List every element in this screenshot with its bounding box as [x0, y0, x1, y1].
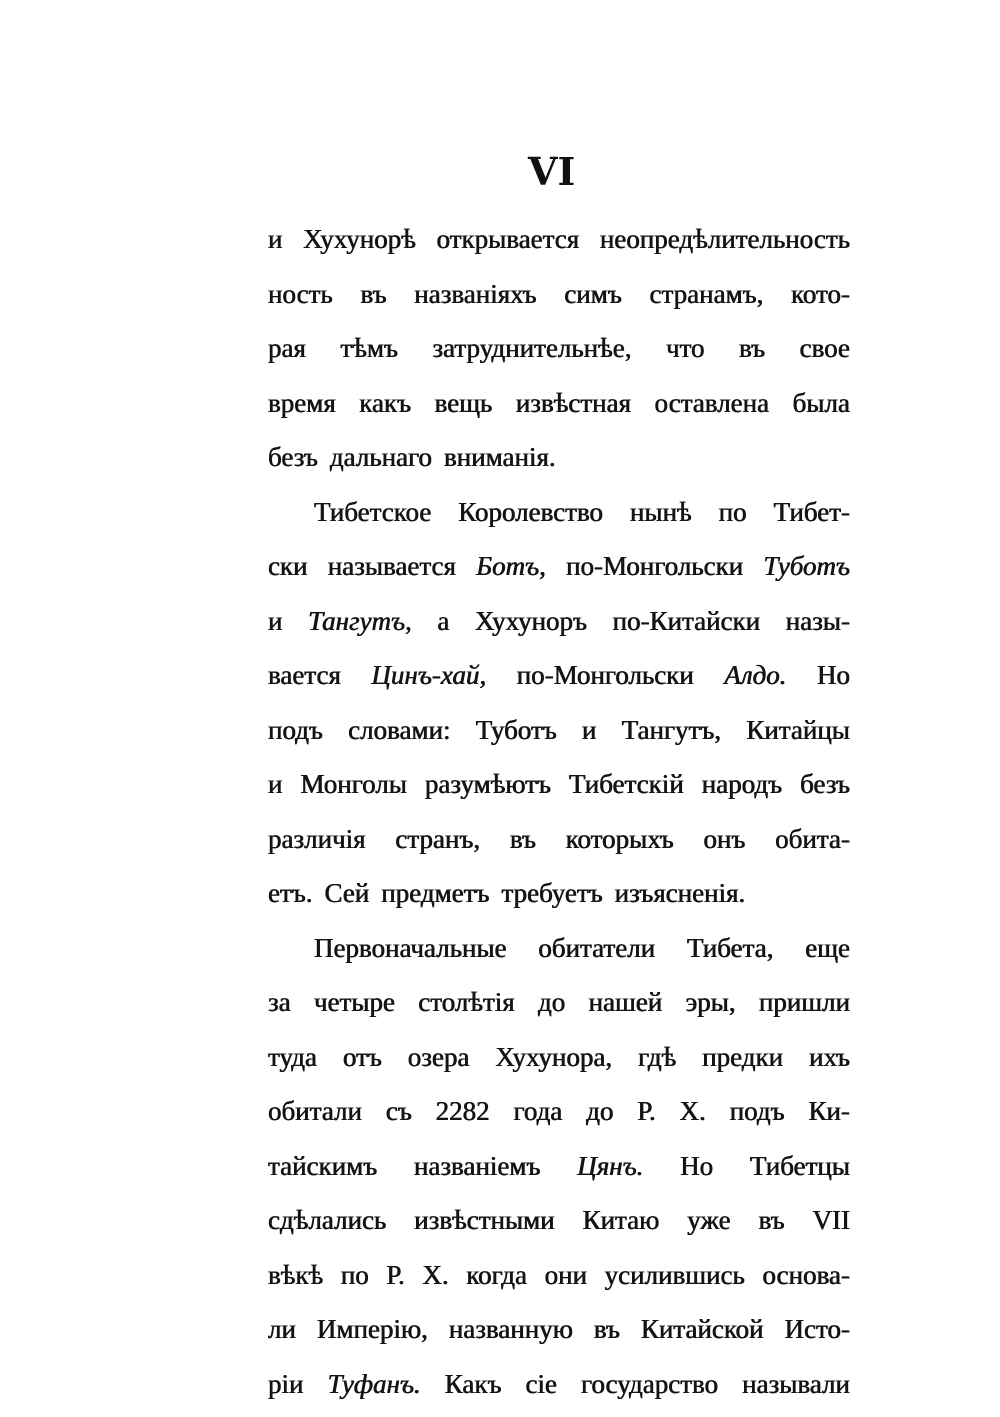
- word: рая: [268, 333, 306, 363]
- word: четыре: [313, 987, 395, 1017]
- text-line: [268, 1030, 850, 1085]
- page-number: VI: [528, 149, 576, 194]
- word: Китаю: [582, 1205, 660, 1235]
- text-line: [268, 1084, 850, 1139]
- word: Тибетцы: [749, 1150, 850, 1181]
- word: и: [268, 224, 283, 254]
- word: года: [513, 1096, 563, 1126]
- text-line: [268, 757, 850, 812]
- text-line: [268, 1357, 850, 1412]
- word: въ: [509, 823, 536, 854]
- word: онъ: [703, 823, 746, 854]
- word: затруднительнѣе,: [432, 333, 632, 363]
- word: Тибет-: [773, 496, 850, 527]
- word: ріи: [268, 1368, 304, 1399]
- word: Но: [816, 660, 850, 690]
- text-line: [268, 376, 850, 431]
- word: Тибетскій: [568, 769, 684, 799]
- word: свое: [799, 333, 850, 363]
- word: Х.: [679, 1096, 706, 1126]
- word: по: [718, 496, 747, 527]
- word: ность: [268, 278, 333, 309]
- word: вниманія.: [443, 442, 556, 472]
- word: кото-: [791, 278, 850, 309]
- word: сіе: [525, 1368, 557, 1399]
- word: обитали: [268, 1096, 362, 1126]
- word: по-Китайски: [612, 605, 761, 636]
- word: Китайской: [640, 1314, 764, 1344]
- text-line: [268, 648, 850, 703]
- text-line: [268, 539, 850, 594]
- word: эры,: [685, 987, 736, 1017]
- word: туда: [268, 1041, 317, 1072]
- word: названную: [448, 1314, 573, 1344]
- text-line: [268, 921, 850, 976]
- word: Ботъ,: [476, 551, 546, 581]
- word: Хухунорѣ: [303, 224, 416, 254]
- word: предметъ: [381, 878, 490, 908]
- word: а: [437, 605, 450, 636]
- text-line: [268, 212, 850, 267]
- word: Ки-: [808, 1096, 850, 1126]
- word: изъясненія.: [614, 878, 746, 908]
- word: озера: [407, 1041, 470, 1072]
- word: по-Монгольски: [516, 660, 694, 690]
- word: ихъ: [809, 1041, 850, 1072]
- word: дальнаго: [329, 442, 432, 472]
- word: странамъ,: [649, 278, 764, 309]
- word: по-Монгольски: [566, 551, 744, 581]
- word: они: [544, 1259, 588, 1290]
- word: народъ: [701, 769, 783, 799]
- word: Туфанъ.: [327, 1368, 421, 1399]
- word: безъ: [800, 769, 850, 799]
- word: извѣстными: [414, 1205, 555, 1235]
- word: вѣкѣ: [268, 1259, 324, 1290]
- text-line: [268, 321, 850, 376]
- word: симъ: [564, 278, 622, 309]
- text-line: [268, 267, 850, 322]
- word: Тангутъ,: [621, 714, 722, 745]
- word: отъ: [342, 1041, 382, 1072]
- word: нашей: [588, 987, 663, 1017]
- word: что: [666, 333, 705, 363]
- word: въ: [758, 1205, 785, 1235]
- word: тайскимъ: [268, 1150, 378, 1181]
- text-line: [268, 485, 850, 540]
- word: въ: [360, 278, 387, 309]
- word: обита-: [775, 823, 850, 854]
- word: ли: [268, 1314, 296, 1344]
- word: пришли: [758, 987, 850, 1017]
- word: Исто-: [784, 1314, 850, 1344]
- word: назы-: [785, 605, 850, 636]
- word: предки: [702, 1041, 784, 1072]
- text-line: [268, 866, 850, 921]
- word: подъ: [268, 714, 323, 745]
- word: уже: [687, 1205, 731, 1235]
- word: Туботъ: [475, 714, 557, 745]
- word: была: [792, 387, 850, 418]
- word: до: [538, 987, 566, 1017]
- text-line: [268, 975, 850, 1030]
- text-line: [268, 594, 850, 649]
- word: и: [581, 714, 597, 745]
- word: Тибетское: [314, 496, 432, 527]
- word: Х.: [422, 1259, 449, 1290]
- word: гдѣ: [638, 1041, 677, 1072]
- word: съ: [385, 1096, 412, 1126]
- word: Королевство: [458, 496, 603, 527]
- word: Первоначальные: [314, 932, 507, 963]
- word: вается: [268, 660, 341, 690]
- word: етъ.: [268, 878, 313, 908]
- word: названіемъ: [413, 1150, 541, 1181]
- word: Р.: [637, 1096, 656, 1126]
- word: странъ,: [395, 823, 481, 854]
- text-line: [268, 1248, 850, 1303]
- word: подъ: [729, 1096, 785, 1126]
- word: ски: [268, 551, 308, 581]
- word: тѣмъ: [340, 333, 398, 363]
- word: Китайцы: [746, 714, 850, 745]
- word: словами:: [348, 714, 451, 745]
- text-line: [268, 430, 850, 485]
- word: Но: [680, 1150, 714, 1181]
- word: названіяхъ: [414, 278, 537, 309]
- word: столѣтія: [418, 987, 515, 1017]
- word: и: [268, 605, 283, 636]
- word: Цинъ-хай,: [371, 660, 487, 690]
- word: сдѣлались: [268, 1205, 387, 1235]
- word: когда: [466, 1259, 527, 1290]
- word: Хухунора,: [495, 1041, 613, 1072]
- word: Алдо.: [724, 660, 787, 690]
- word: неопредѣлительность: [599, 224, 850, 254]
- word: еще: [805, 932, 850, 963]
- word: Хухуноръ: [474, 605, 587, 636]
- word: обитатели: [538, 932, 656, 963]
- word: усилившись: [604, 1259, 745, 1290]
- word: по: [340, 1259, 369, 1290]
- body-text: [268, 212, 850, 1411]
- word: въ: [739, 333, 766, 363]
- word: Туботъ: [763, 551, 850, 581]
- text-line: [268, 1193, 850, 1248]
- word: VII: [812, 1205, 850, 1235]
- word: Тибета,: [686, 932, 774, 963]
- text-line: [268, 1302, 850, 1357]
- word: нынѣ: [629, 496, 692, 527]
- word: называли: [742, 1368, 850, 1399]
- word: Р.: [386, 1259, 405, 1290]
- word: оставлена: [654, 387, 770, 418]
- word: государство: [581, 1368, 719, 1399]
- word: разумѣютъ: [424, 769, 551, 799]
- word: Сей: [324, 878, 370, 908]
- word: въ: [593, 1314, 620, 1344]
- text-line: [268, 812, 850, 867]
- text-line: [268, 1139, 850, 1194]
- word: Цянъ.: [577, 1150, 644, 1181]
- word: различія: [268, 823, 366, 854]
- word: Тангутъ,: [308, 605, 412, 636]
- word: и: [268, 769, 283, 799]
- word: безъ: [268, 442, 318, 472]
- word: за: [268, 987, 291, 1017]
- word: основа-: [762, 1259, 850, 1290]
- word: Имперію,: [316, 1314, 428, 1344]
- word: называется: [327, 551, 456, 581]
- word: извѣстная: [515, 387, 631, 418]
- text-line: [268, 703, 850, 758]
- word: 2282: [435, 1096, 490, 1126]
- word: вещь: [434, 387, 493, 418]
- word: открывается: [436, 224, 580, 254]
- word: до: [586, 1096, 614, 1126]
- word: которыхъ: [565, 823, 674, 854]
- word: какъ: [359, 387, 412, 418]
- word: требуетъ: [501, 878, 603, 908]
- word: Монголы: [300, 769, 407, 799]
- word: Какъ: [444, 1368, 502, 1399]
- word: время: [268, 387, 336, 418]
